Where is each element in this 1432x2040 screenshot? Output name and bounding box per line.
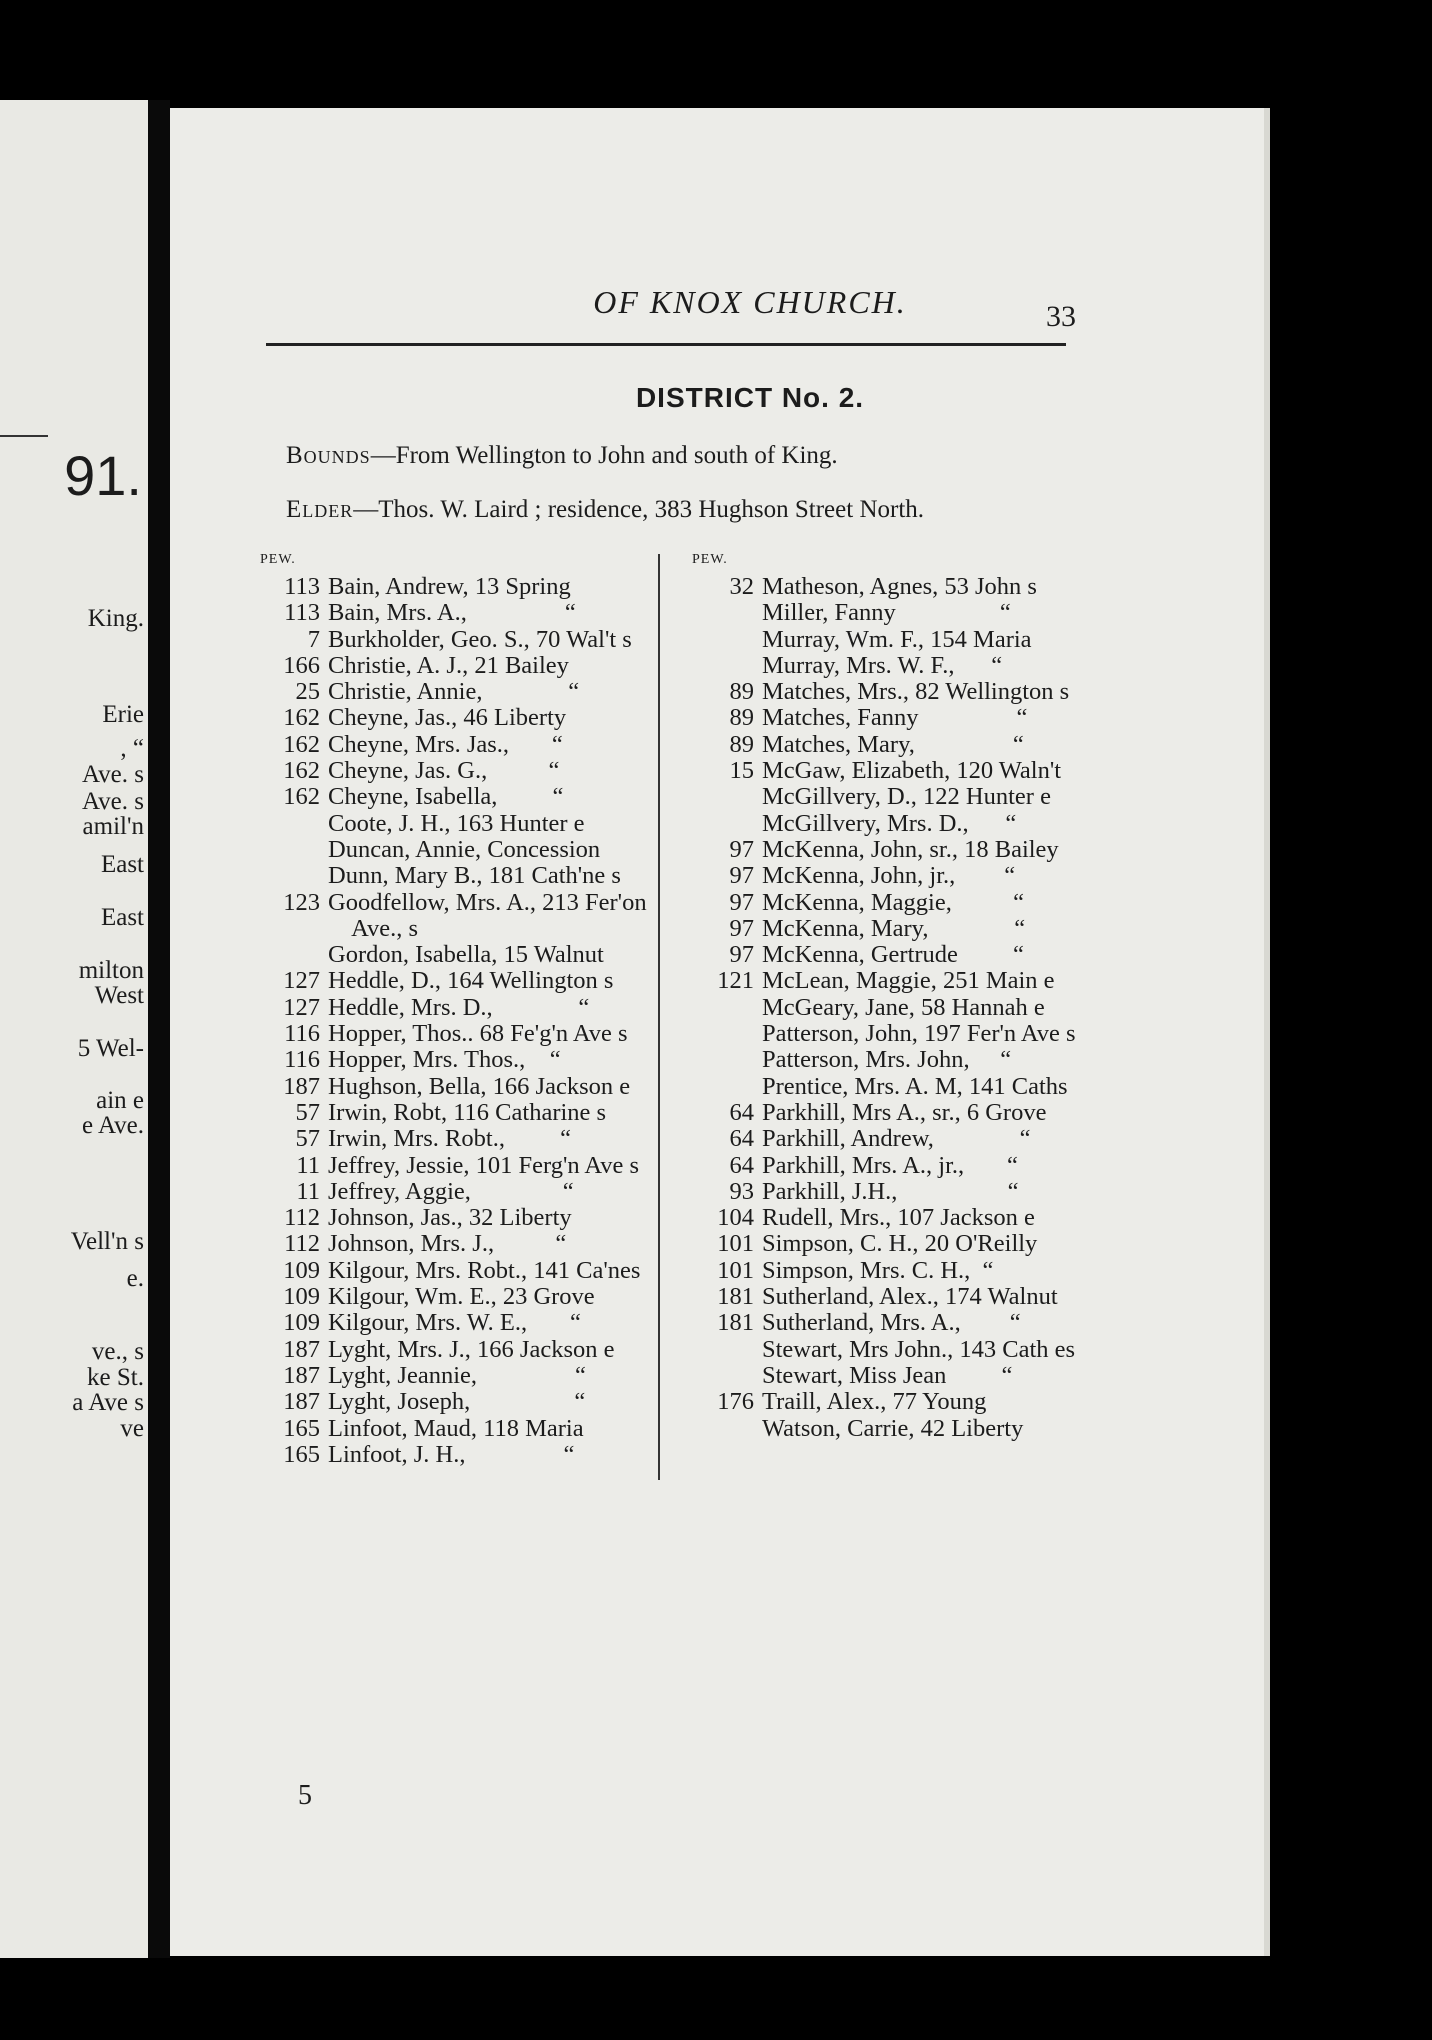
pew-number: 187	[283, 1335, 320, 1363]
member-entry: Bain, Andrew, 13 Spring	[328, 573, 571, 600]
member-entry: Watson, Carrie, 42 Liberty	[762, 1414, 1024, 1442]
member-row	[680, 653, 1240, 679]
member-entry: Matches, Fanny “	[762, 704, 1028, 732]
member-entry: Simpson, C. H., 20 O'Reilly	[762, 1230, 1038, 1258]
member-entry: Linfoot, Maud, 118 Maria	[328, 1414, 584, 1442]
previous-page-line: ain e	[96, 1087, 144, 1114]
previous-page-line: Ave. s	[81, 788, 144, 815]
previous-page-line: amil'n	[82, 813, 144, 840]
member-row	[680, 1310, 1240, 1336]
member-entry: McGeary, Jane, 58 Hannah e	[762, 993, 1045, 1021]
pew-number: 187	[283, 1388, 320, 1416]
pew-number	[680, 1363, 762, 1389]
member-row	[680, 863, 1240, 889]
pew-number	[240, 916, 328, 942]
pew-number: 113	[284, 573, 320, 600]
pew-number: 187	[283, 1072, 320, 1100]
previous-page-line: West	[94, 982, 144, 1009]
previous-page-rule	[0, 435, 48, 437]
elder-text: —Thos. W. Laird ; residence, 383 Hughson Street North.	[353, 496, 925, 523]
member-entry: Johnson, Mrs. J., “	[328, 1230, 567, 1258]
member-entry: Cheyne, Isabella, “	[328, 783, 564, 811]
member-entry: Heddle, Mrs. D., “	[328, 993, 590, 1021]
member-entry: Stewart, Mrs John., 143 Cath es	[762, 1335, 1076, 1363]
member-entry: McKenna, John, sr., 18 Bailey	[762, 835, 1059, 863]
pew-number	[680, 784, 762, 810]
bounds-line	[286, 442, 838, 470]
member-row	[680, 600, 1240, 626]
pew-number	[680, 1047, 762, 1073]
pew-number: 89	[729, 704, 754, 732]
pew-number: 25	[295, 678, 320, 706]
right-member-list	[680, 574, 1240, 1442]
pew-number	[680, 1337, 762, 1363]
member-entry: Linfoot, J. H., “	[328, 1440, 575, 1468]
pew-number: 109	[283, 1309, 320, 1337]
pew-number: 64	[729, 1098, 754, 1126]
previous-page-line: milton	[78, 957, 144, 984]
member-entry: Cheyne, Jas., 46 Liberty	[328, 704, 567, 732]
member-entry: Irwin, Mrs. Robt., “	[328, 1125, 571, 1153]
pew-number: 64	[729, 1151, 754, 1179]
pew-number: 165	[283, 1414, 320, 1442]
member-entry: Parkhill, Mrs A., sr., 6 Grove	[762, 1098, 1047, 1126]
previous-page-line: King.	[87, 605, 144, 632]
member-entry: Hopper, Thos.. 68 Fe'g'n Ave s	[328, 1020, 628, 1048]
pew-number: 181	[717, 1283, 754, 1311]
pew-number	[240, 863, 328, 889]
running-title: OF KNOX CHURCH.	[593, 284, 907, 320]
previous-page-line: e.	[126, 1265, 144, 1292]
member-row	[680, 1205, 1240, 1231]
member-entry: McKenna, John, jr., “	[762, 862, 1016, 890]
previous-page-line: , “	[120, 735, 144, 762]
member-row	[680, 784, 1240, 810]
pew-number: 64	[729, 1125, 754, 1153]
previous-page-line: ve	[120, 1415, 144, 1442]
right-column	[680, 552, 1240, 1442]
member-entry: Matches, Mary, “	[762, 730, 1024, 758]
pew-number	[240, 837, 328, 863]
elder-line	[286, 496, 924, 524]
member-entry: Hopper, Mrs. Thos., “	[328, 1046, 561, 1074]
member-entry: Murray, Mrs. W. F., “	[762, 651, 1003, 679]
member-entry: Duncan, Annie, Concession	[328, 835, 601, 863]
previous-page-line: 5 Wel-	[77, 1035, 144, 1062]
bounds-label: Bounds	[286, 442, 371, 469]
member-row	[680, 1126, 1240, 1152]
member-entry: McGaw, Elizabeth, 120 Waln't	[762, 757, 1062, 785]
pew-number: 162	[283, 783, 320, 811]
member-row	[680, 1389, 1240, 1415]
pew-number: 97	[729, 862, 754, 890]
member-entry: Prentice, Mrs. A. M, 141 Caths	[762, 1072, 1068, 1100]
member-row	[680, 758, 1240, 784]
member-row	[680, 1153, 1240, 1179]
member-row	[680, 811, 1240, 837]
member-entry: Bain, Mrs. A., “	[328, 599, 576, 627]
pew-number: 57	[295, 1098, 320, 1126]
previous-page-line: e Ave.	[81, 1112, 144, 1139]
book-gutter	[148, 100, 170, 1958]
member-row	[680, 574, 1240, 600]
member-entry: Ave., s	[328, 914, 419, 942]
pew-number: 127	[283, 967, 320, 995]
member-entry: McLean, Maggie, 251 Main e	[762, 967, 1055, 995]
member-entry: Lyght, Joseph, “	[328, 1388, 586, 1416]
previous-page-line: ve., s	[91, 1338, 144, 1365]
previous-page-line: East	[100, 904, 144, 931]
member-entry: Sutherland, Mrs. A., “	[762, 1309, 1021, 1337]
member-row	[680, 995, 1240, 1021]
district-title: DISTRICT No. 2.	[635, 382, 865, 413]
member-row	[680, 890, 1240, 916]
member-entry: Parkhill, Mrs. A., jr., “	[762, 1151, 1018, 1179]
member-entry: Traill, Alex., 77 Young	[762, 1388, 987, 1416]
previous-page-line: a Ave s	[72, 1389, 144, 1416]
member-entry: Stewart, Miss Jean “	[762, 1361, 1013, 1389]
pew-number: 89	[729, 678, 754, 706]
member-entry: Kilgour, Mrs. W. E., “	[328, 1309, 581, 1337]
member-entry: McGillvery, D., 122 Hunter e	[762, 783, 1051, 811]
elder-label: Elder	[286, 496, 354, 523]
pew-number: 15	[729, 757, 754, 785]
pew-heading-left: PEW.	[260, 552, 296, 567]
previous-page-line: Ave. s	[81, 761, 144, 788]
member-row	[680, 1021, 1240, 1047]
member-entry: Sutherland, Alex., 174 Walnut	[762, 1283, 1058, 1311]
previous-page-line: Erie	[102, 701, 144, 728]
member-entry: Murray, Wm. F., 154 Maria	[762, 625, 1032, 653]
member-entry: Jeffrey, Aggie, “	[328, 1177, 574, 1205]
member-entry: Patterson, Mrs. John, “	[762, 1046, 1012, 1074]
pew-number: 113	[284, 599, 320, 627]
pew-number	[680, 811, 762, 837]
member-entry: Lyght, Mrs. J., 166 Jackson e	[328, 1335, 615, 1363]
member-row	[680, 968, 1240, 994]
member-entry: Dunn, Mary B., 181 Cath'ne s	[328, 862, 621, 890]
previous-page-fragment	[0, 100, 148, 1958]
member-entry: Parkhill, Andrew, “	[762, 1125, 1031, 1153]
member-entry: Heddle, D., 164 Wellington s	[328, 967, 614, 995]
member-entry: Miller, Fanny “	[762, 599, 1011, 627]
pew-number: 89	[729, 730, 754, 758]
pew-number: 121	[717, 967, 754, 995]
pew-heading-right: PEW.	[692, 552, 728, 567]
pew-number: 166	[283, 651, 320, 679]
pew-number: 112	[284, 1204, 320, 1232]
member-row	[680, 1074, 1240, 1100]
pew-number: 162	[283, 757, 320, 785]
member-row	[680, 942, 1240, 968]
member-entry: Christie, A. J., 21 Bailey	[328, 651, 569, 679]
member-row	[680, 1047, 1240, 1073]
pew-number: 109	[283, 1256, 320, 1284]
pew-number: 11	[296, 1177, 320, 1205]
pew-number: 187	[283, 1361, 320, 1389]
member-row	[680, 1337, 1240, 1363]
member-entry: Cheyne, Jas. G., “	[328, 757, 560, 785]
member-entry: Matheson, Agnes, 53 John s	[762, 573, 1037, 600]
pew-number: 97	[729, 914, 754, 942]
pew-number: 11	[296, 1151, 320, 1179]
member-row	[680, 1363, 1240, 1389]
pew-number	[680, 995, 762, 1021]
pew-number	[680, 1416, 762, 1442]
member-entry: Jeffrey, Jessie, 101 Ferg'n Ave s	[328, 1151, 640, 1179]
pew-number	[680, 1021, 762, 1047]
member-row	[680, 1416, 1240, 1442]
member-entry: Christie, Annie, “	[328, 678, 580, 706]
directory-page	[170, 108, 1270, 1956]
member-entry: McKenna, Mary, “	[762, 914, 1026, 942]
member-entry: McKenna, Gertrude “	[762, 941, 1024, 969]
member-row	[680, 627, 1240, 653]
member-entry: Matches, Mrs., 82 Wellington s	[762, 678, 1070, 706]
member-entry: McKenna, Maggie, “	[762, 888, 1024, 916]
pew-number	[240, 811, 328, 837]
member-row	[680, 1284, 1240, 1310]
member-entry: Irwin, Robt, 116 Catharine s	[328, 1098, 607, 1126]
pew-number: 116	[284, 1046, 320, 1074]
member-entry: Parkhill, J.H., “	[762, 1177, 1019, 1205]
member-entry: Johnson, Jas., 32 Liberty	[328, 1204, 572, 1232]
pew-number	[680, 600, 762, 626]
member-row	[680, 916, 1240, 942]
pew-number	[240, 942, 328, 968]
pew-number: 165	[283, 1440, 320, 1468]
member-entry: Lyght, Jeannie, “	[328, 1361, 586, 1389]
pew-number: 97	[729, 835, 754, 863]
member-row	[680, 1258, 1240, 1284]
pew-number: 97	[729, 941, 754, 969]
previous-page-line: 91.	[64, 444, 142, 507]
member-entry: Rudell, Mrs., 107 Jackson e	[762, 1204, 1035, 1232]
pew-number: 109	[283, 1283, 320, 1311]
member-row	[680, 1179, 1240, 1205]
signature-mark: 5	[298, 1780, 312, 1811]
pew-number: 7	[307, 625, 320, 653]
member-entry: McGillvery, Mrs. D., “	[762, 809, 1017, 837]
member-entry: Coote, J. H., 163 Hunter e	[328, 809, 585, 837]
pew-number: 112	[284, 1230, 320, 1258]
member-row	[680, 1231, 1240, 1257]
previous-page-line: East	[100, 851, 144, 878]
pew-number	[680, 653, 762, 679]
pew-number: 93	[729, 1177, 754, 1205]
member-row	[680, 732, 1240, 758]
pew-number: 116	[284, 1020, 320, 1048]
pew-number: 162	[283, 704, 320, 732]
pew-number: 123	[283, 888, 320, 916]
pew-number: 101	[717, 1230, 754, 1258]
member-entry: Kilgour, Wm. E., 23 Grove	[328, 1283, 595, 1311]
pew-number: 97	[729, 888, 754, 916]
member-entry: Hughson, Bella, 166 Jackson e	[328, 1072, 631, 1100]
member-row	[680, 837, 1240, 863]
member-row	[240, 1442, 820, 1468]
pew-number: 176	[717, 1388, 754, 1416]
pew-number	[680, 1074, 762, 1100]
member-entry: Patterson, John, 197 Fer'n Ave s	[762, 1020, 1076, 1048]
pew-number	[680, 627, 762, 653]
member-row	[680, 705, 1240, 731]
member-entry: Cheyne, Mrs. Jas., “	[328, 730, 563, 758]
member-entry: Burkholder, Geo. S., 70 Wal't s	[328, 625, 632, 653]
pew-number: 162	[283, 730, 320, 758]
pew-number: 57	[295, 1125, 320, 1153]
pew-number: 101	[717, 1256, 754, 1284]
member-row	[680, 679, 1240, 705]
member-entry: Goodfellow, Mrs. A., 213 Fer'on	[328, 888, 647, 916]
member-row	[680, 1100, 1240, 1126]
pew-number: 181	[717, 1309, 754, 1337]
bounds-text: —From Wellington to John and south of King.	[370, 442, 838, 469]
pew-number: 127	[283, 993, 320, 1021]
column-divider	[658, 554, 660, 1480]
header-rule	[266, 343, 1066, 346]
member-entry: Gordon, Isabella, 15 Walnut	[328, 941, 604, 969]
previous-page-line: ke St.	[87, 1364, 144, 1391]
pew-number: 32	[729, 573, 754, 600]
pew-number: 104	[717, 1204, 754, 1232]
member-entry: Kilgour, Mrs. Robt., 141 Ca'nes	[328, 1256, 641, 1284]
page-number: 33	[1046, 300, 1076, 333]
member-entry: Simpson, Mrs. C. H., “	[762, 1256, 994, 1284]
previous-page-line: Vell'n s	[70, 1228, 144, 1255]
